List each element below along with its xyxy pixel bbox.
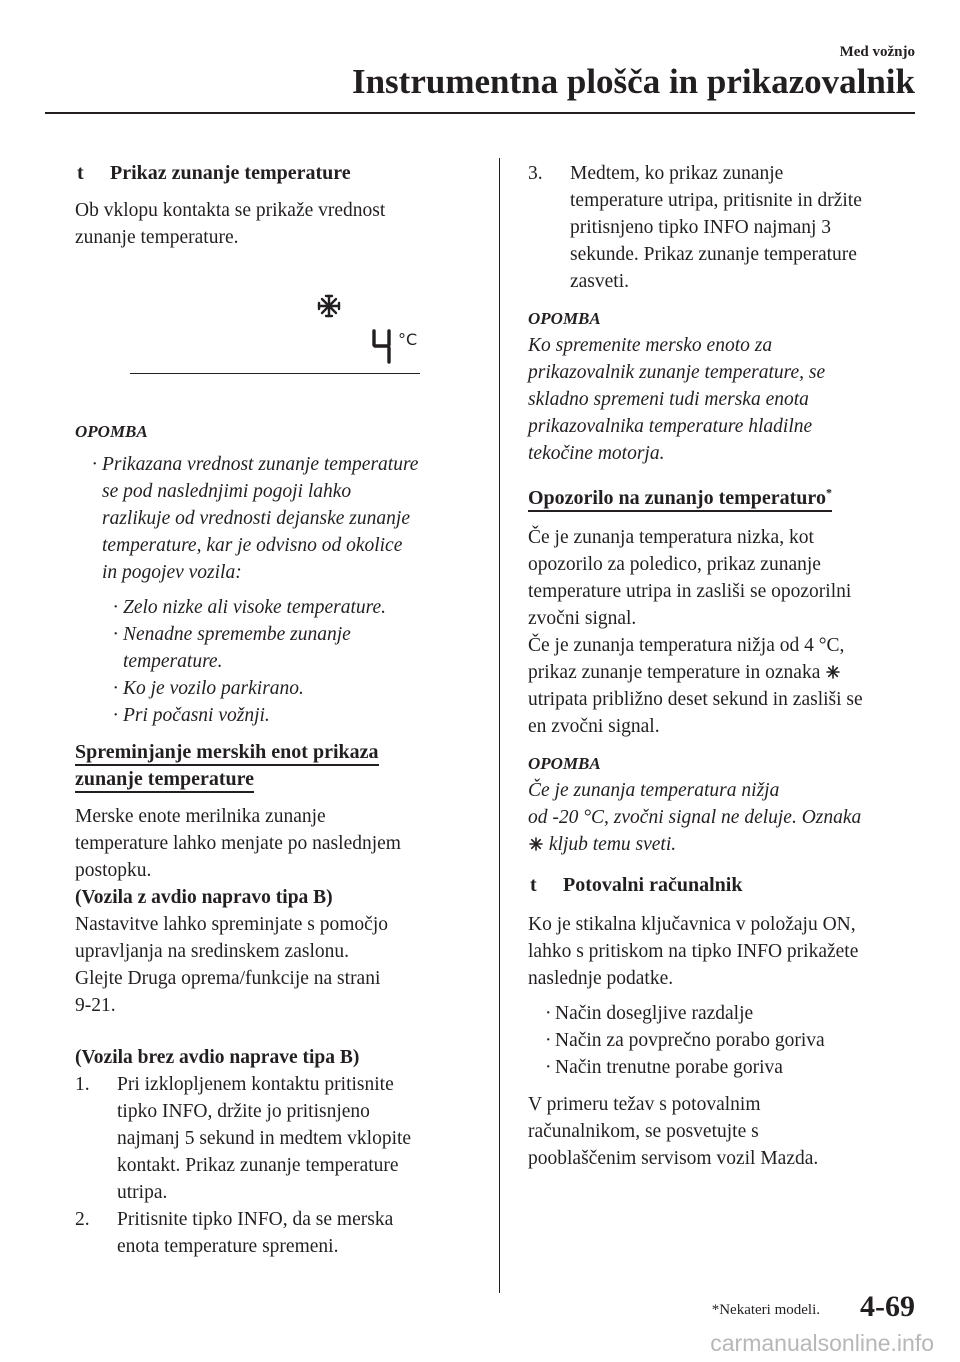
paragraph-line: pooblaščenim servisom vozil Mazda. <box>528 1147 819 1169</box>
note-text: Če je zunanja temperatura nižja od -20 °C, zvočni signal ne deluje. Oznaka kljub temu sveti. <box>528 779 862 855</box>
column-divider <box>499 158 500 1293</box>
paragraph-line: upravljanja na sredinskem zaslonu. <box>75 941 349 962</box>
note-bullet: · Prikazana vrednost zunanje temperature se pod naslednjimi pogoji lahko razlikuje od vrednosti dejanske zunanje temperature, kar je odvisno od okolice in pogojev vozila: <box>92 454 419 583</box>
units-heading: Spreminjanje merskih enot prikaza <box>75 739 470 766</box>
heading-outside-temperature: t Prikaz zunanje temperature <box>75 160 470 187</box>
paragraph-line: temperature utripa in zasliši se opozorilni <box>528 580 852 602</box>
paragraph-line: utripata približno deset sekund in zasliši se <box>528 688 863 710</box>
list-item: · Način za povprečno porabo goriva <box>545 1029 825 1051</box>
paragraph-line: zvočni signal. <box>528 607 637 629</box>
subheading-without-audio: (Vozila brez avdio naprave tipa B) <box>75 1047 360 1068</box>
header-rule <box>45 112 915 114</box>
intro-line: zunanje temperature. <box>75 227 239 248</box>
note-title: OPOMBA <box>528 309 601 328</box>
footnote: *Nekateri modeli. <box>711 1302 820 1318</box>
temperature-unit: °C <box>398 330 418 349</box>
paragraph-line: Nastavitve lahko spreminjate s pomočjo <box>75 914 389 935</box>
display-graphic <box>130 290 420 374</box>
page-title: Instrumentna plošča in prikazovalnik <box>351 62 915 101</box>
paragraph-line: naslednje podatke. <box>528 967 674 989</box>
note-title: OPOMBA <box>75 422 148 441</box>
warning-heading: Opozorilo na zunanjo temperaturo* <box>528 479 920 512</box>
step-item: 2. Pritisnite tipko INFO, da se merska enota temperature spremeni. <box>75 1209 394 1257</box>
paragraph-line: računalnikom, se posvetujte s <box>528 1120 759 1142</box>
snowflake-icon <box>319 296 339 316</box>
paragraph-line: temperature lahko menjate po naslednjem <box>75 833 401 854</box>
paragraph-line: V primeru težav s potovalnim <box>528 1093 761 1115</box>
page-number: 4-69 <box>860 1290 915 1323</box>
figure-rule <box>130 373 420 374</box>
paragraph-line: Če je zunanja temperatura nizka, kot <box>528 526 814 548</box>
paragraph-line: Če je zunanja temperatura nižja od 4 °C, <box>528 634 845 656</box>
section-marker: t <box>77 162 84 184</box>
paragraph-line: Glejte Druga oprema/funkcije na strani <box>75 968 381 989</box>
note-sub-item: · Nenadne spremembe zunanje temperature. <box>113 624 351 672</box>
intro-line: Ob vklopu kontakta se prikaže vrednost <box>75 200 386 221</box>
right-column <box>528 160 920 1172</box>
note-text: Ko spremenite mersko enoto za prikazovalnik zunanje temperature, se skladno spremeni tudi merska enota prikazovalnika temperature hladilne tekočine motorja. <box>528 335 826 464</box>
subheading-with-audio: (Vozila z avdio napravo tipa B) <box>75 887 333 908</box>
step-item: 1. Pri izklopljenem kontaktu pritisnite tipko INFO, držite jo pritisnjeno najmanj 5 sekund in medtem vklopite kontakt. Prikaz zunanje temperature utripa. <box>75 1074 412 1203</box>
snowflake-icon <box>528 836 544 852</box>
paragraph-line: Merske enote merilnika zunanje <box>75 806 326 827</box>
snowflake-icon <box>825 664 841 680</box>
step-item: 3. Medtem, ko prikaz zunanje temperature utripa, pritisnite in držite pritisnjeno tipko INFO najmanj 3 sekunde. Prikaz zunanje temperature zasveti. <box>528 163 862 292</box>
paragraph-line: prikaz zunanje temperature in oznaka <box>528 659 920 686</box>
digit-four-segments <box>374 331 389 362</box>
note-sub-item: · Pri počasni vožnji. <box>113 705 270 726</box>
paragraph-line: en zvočni signal. <box>528 715 660 737</box>
paragraph-line: Ko je stikalna ključavnica v položaju ON, <box>528 913 856 935</box>
note-sub-item: · Zelo nizke ali visoke temperature. <box>113 597 387 618</box>
list-item: · Način dosegljive razdalje <box>545 1002 754 1024</box>
note-title: OPOMBA <box>528 753 601 773</box>
paragraph-line: postopku. <box>75 860 152 881</box>
section-label: Med vožnjo <box>839 44 915 60</box>
paragraph-line: 9-21. <box>75 995 116 1016</box>
paragraph-line: lahko s pritiskom na tipko INFO prikažete <box>528 940 859 962</box>
watermark: carmanualsonline.info <box>710 1330 934 1356</box>
list-item: · Način trenutne porabe goriva <box>545 1056 783 1078</box>
section-marker: t <box>530 873 537 896</box>
note-sub-item: · Ko je vozilo parkirano. <box>113 678 304 699</box>
temperature-display-figure <box>130 290 420 374</box>
paragraph-line: opozorilo za poledico, prikaz zunanje <box>528 553 821 575</box>
heading-trip-computer: t Potovalni računalnik <box>528 872 920 899</box>
units-heading: zunanje temperature <box>75 766 470 793</box>
